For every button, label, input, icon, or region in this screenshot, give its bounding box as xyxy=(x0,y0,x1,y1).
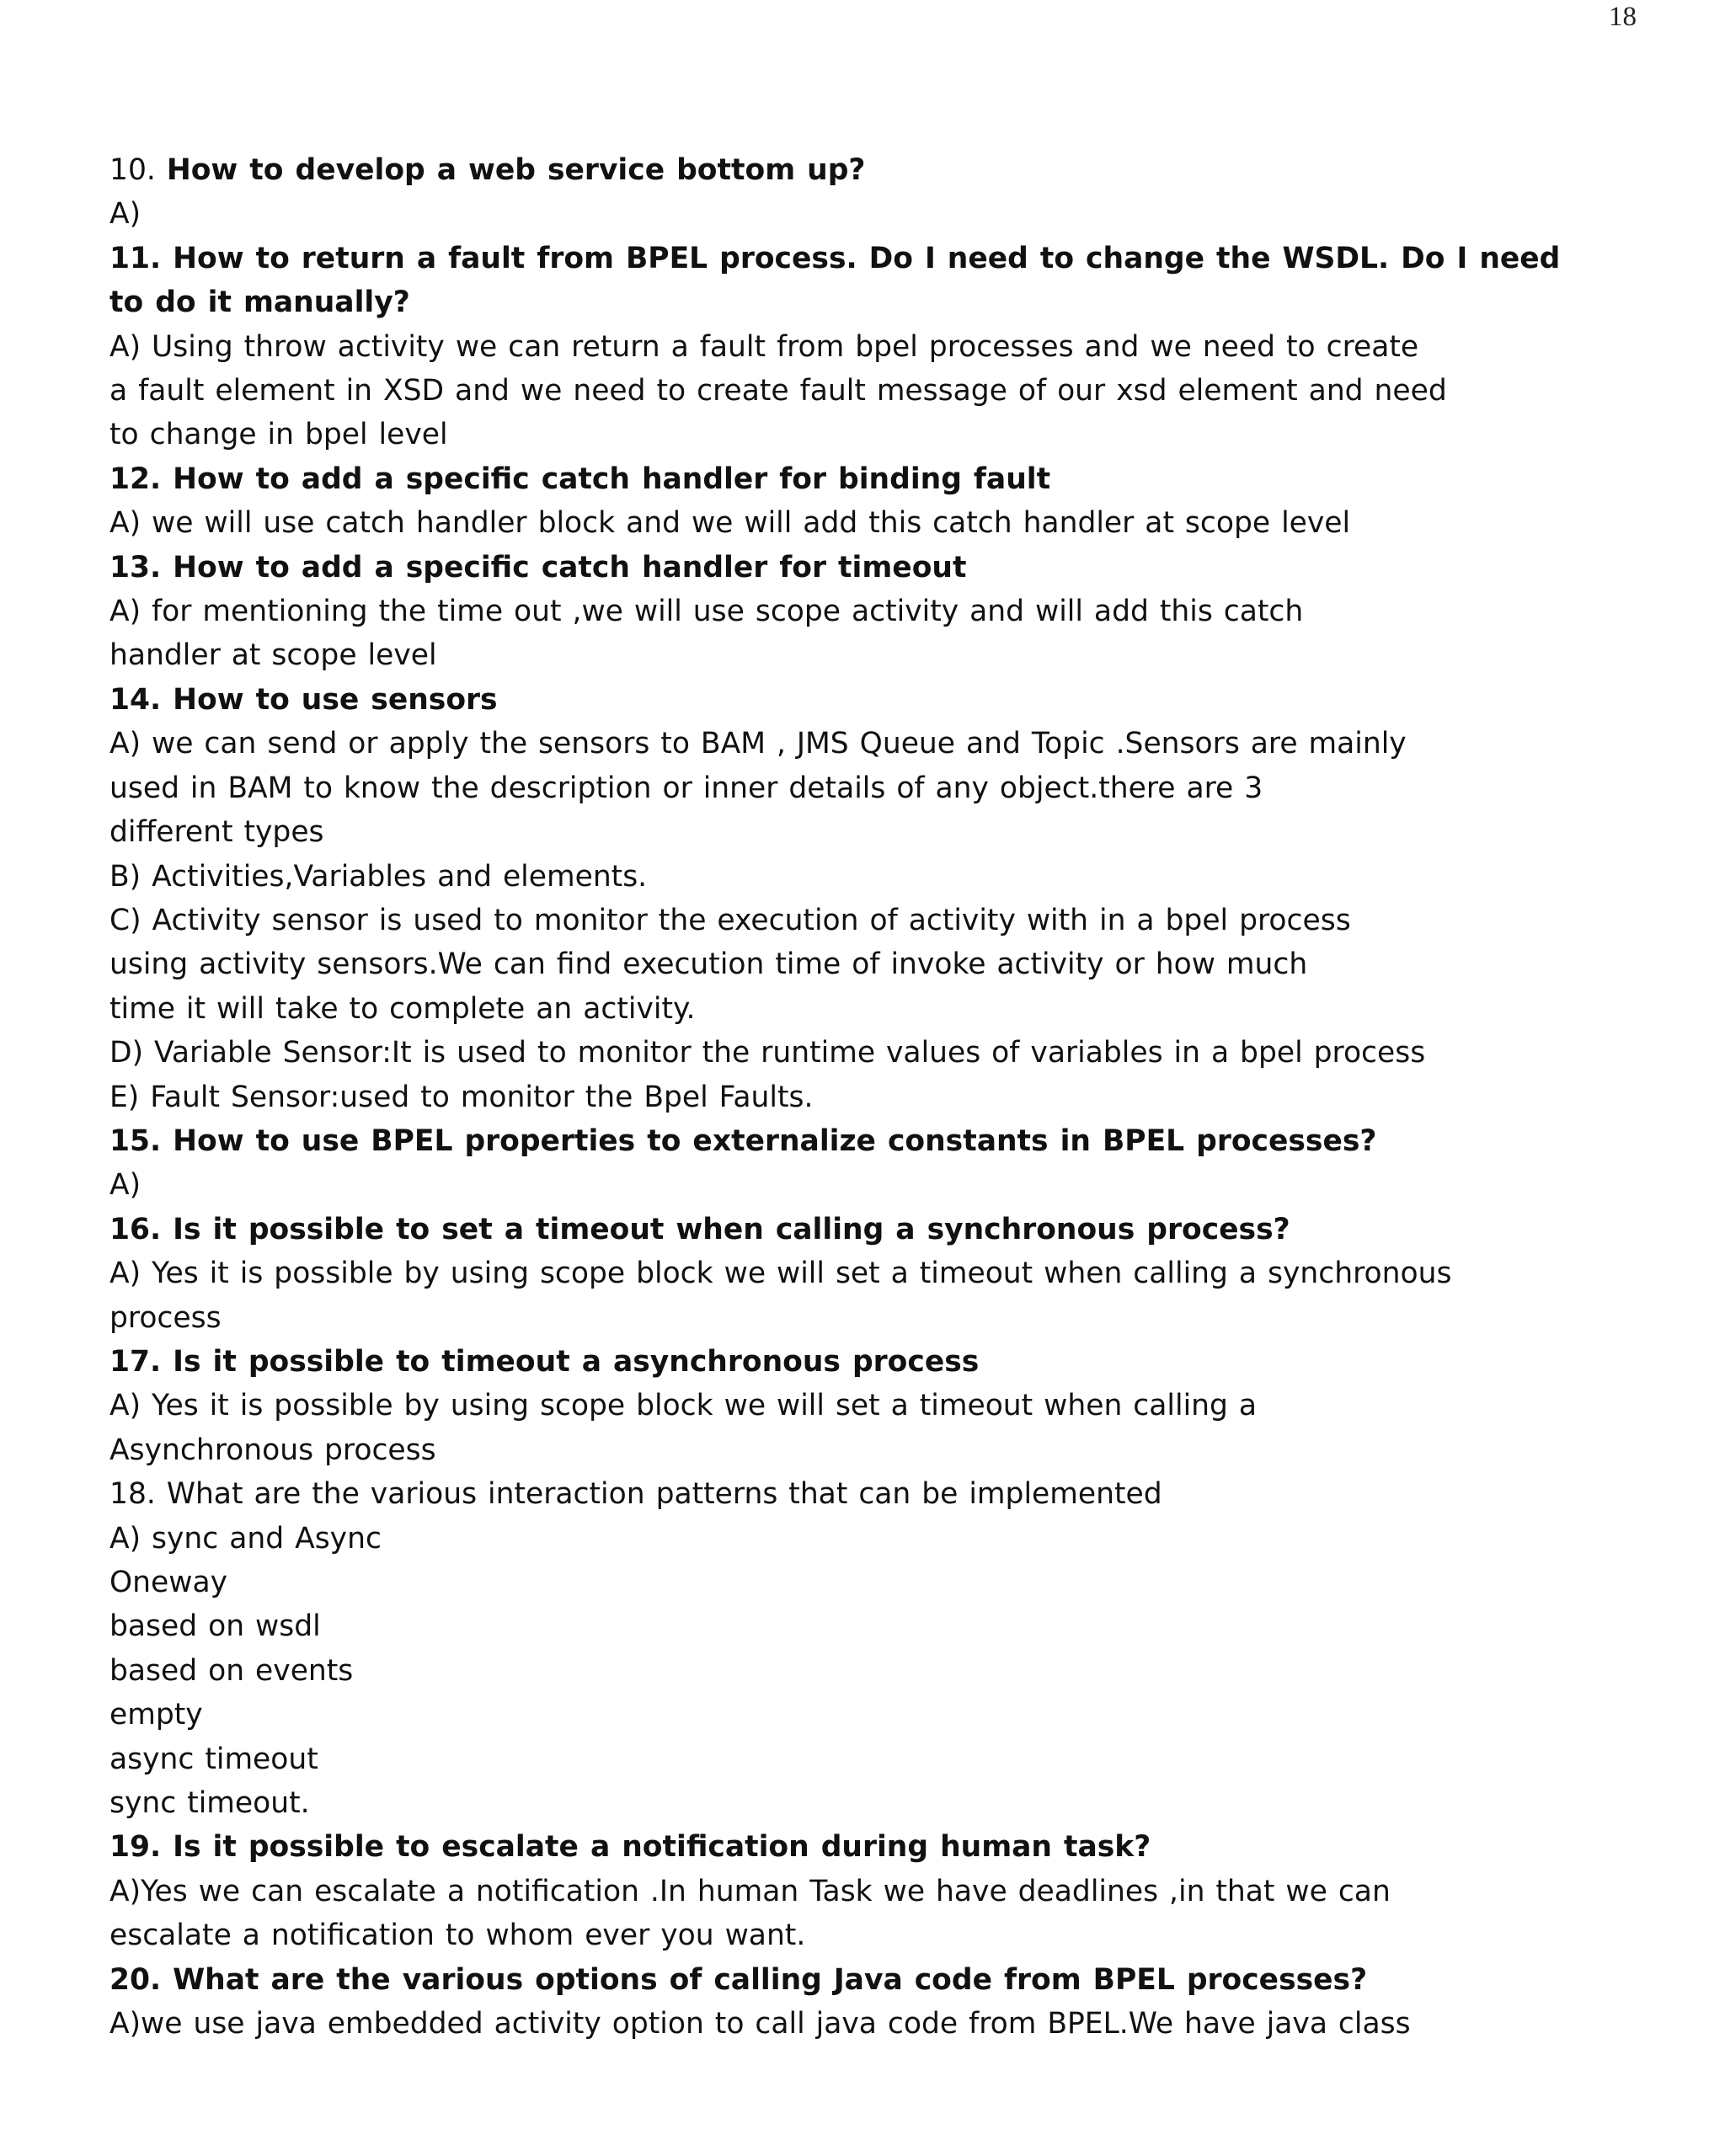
question-line xyxy=(109,1958,1659,2002)
line-text: empty xyxy=(109,1698,203,1732)
line-text: A) we can send or apply the sensors to BAM , JMS Queue and Topic .Sensors are mainly xyxy=(109,727,1407,761)
question-line xyxy=(109,280,1659,324)
text-line xyxy=(109,855,1659,899)
text-line xyxy=(109,1693,1659,1737)
line-text: async timeout xyxy=(109,1742,318,1776)
line-text: time it will take to complete an activity. xyxy=(109,991,696,1026)
question-text: 14. How to use sensors xyxy=(109,682,498,717)
text-line xyxy=(109,1384,1659,1428)
line-text: using activity sensors.We can find execution time of invoke activity or how much xyxy=(109,947,1308,982)
line-text: A) Using throw activity we can return a fault from bpel processes and we need to create xyxy=(109,329,1419,364)
line-text: A)we use java embedded activity option to call java code from BPEL.We have java class xyxy=(109,2007,1411,2041)
text-line xyxy=(109,148,1659,192)
text-line xyxy=(109,192,1659,236)
text-line xyxy=(109,369,1659,413)
line-text: different types xyxy=(109,815,324,850)
question-text: 13. How to add a specific catch handler for timeout xyxy=(109,550,967,584)
line-text: handler at scope level xyxy=(109,638,437,673)
text-line xyxy=(109,413,1659,456)
text-line xyxy=(109,722,1659,766)
text-line xyxy=(109,501,1659,545)
text-line xyxy=(109,1031,1659,1075)
question-line xyxy=(109,457,1659,501)
text-line xyxy=(109,1870,1659,1913)
question-text: 19. Is it possible to escalate a notification during human task? xyxy=(109,1830,1151,1865)
text-line xyxy=(109,810,1659,854)
line-text: A) Yes it is possible by using scope block we will set a timeout when calling a synchronous xyxy=(109,1257,1452,1291)
question-line xyxy=(109,546,1659,590)
line-text: a fault element in XSD and we need to create fault message of our xsd element and need xyxy=(109,374,1447,408)
page-number: 18 xyxy=(1609,2,1637,32)
line-text: A) xyxy=(109,1168,142,1203)
text-line xyxy=(109,1737,1659,1781)
text-line xyxy=(109,942,1659,986)
line-text: to change in bpel level xyxy=(109,418,448,452)
text-line xyxy=(109,1561,1659,1604)
question-text: 16. Is it possible to set a timeout when calling a synchronous process? xyxy=(109,1212,1290,1246)
question-line xyxy=(109,1340,1659,1384)
question-text: 17. Is it possible to timeout a asynchronous process xyxy=(109,1344,980,1379)
line-text: A)Yes we can escalate a notification .In human Task we have deadlines ,in that we can xyxy=(109,1874,1391,1908)
question-line xyxy=(109,1119,1659,1163)
text-line xyxy=(109,1163,1659,1207)
line-text: based on events xyxy=(109,1653,354,1688)
line-text: B) Activities,Variables and elements. xyxy=(109,859,648,894)
question-line xyxy=(109,1208,1659,1251)
line-text: A) we will use catch handler block and we will add this catch handler at scope level xyxy=(109,506,1351,541)
line-text: 18. What are the various interaction patterns that can be implemented xyxy=(109,1477,1162,1512)
question-text: 12. How to add a specific catch handler for binding fault xyxy=(109,462,1051,496)
line-text: A) for mentioning the time out ,we will use scope activity and will add this catch xyxy=(109,595,1304,629)
line-text: C) Activity sensor is used to monitor the execution of activity with in a bpel process xyxy=(109,903,1351,937)
line-text: Oneway xyxy=(109,1566,228,1599)
question-line xyxy=(109,1825,1659,1869)
text-line xyxy=(109,325,1659,369)
line-text: A) sync and Async xyxy=(109,1521,382,1556)
document-body xyxy=(109,148,1659,2046)
line-text: Asynchronous process xyxy=(109,1433,436,1467)
text-line xyxy=(109,987,1659,1031)
text-line xyxy=(109,633,1659,677)
question-text: 11. How to return a fault from BPEL process. Do I need to change the WSDL. Do I need xyxy=(109,241,1561,275)
text-line xyxy=(109,766,1659,810)
text-line xyxy=(109,1075,1659,1119)
question-text: How to develop a web service bottom up? xyxy=(166,153,866,187)
line-text: 10. xyxy=(109,153,167,187)
text-line xyxy=(109,590,1659,633)
text-line xyxy=(109,1604,1659,1648)
text-line xyxy=(109,1428,1659,1472)
line-text: E) Fault Sensor:used to monitor the Bpel Faults. xyxy=(109,1080,814,1114)
text-line xyxy=(109,1296,1659,1340)
line-text: escalate a notification to whom ever you want. xyxy=(109,1919,806,1953)
question-text: 20. What are the various options of calling Java code from BPEL processes? xyxy=(109,1962,1368,1997)
question-line xyxy=(109,237,1659,280)
line-text: D) Variable Sensor:It is used to monitor the runtime values of variables in a bpel process xyxy=(109,1036,1426,1070)
line-text: sync timeout. xyxy=(109,1786,310,1821)
text-line xyxy=(109,899,1659,942)
line-text: process xyxy=(109,1300,222,1335)
question-text: 15. How to use BPEL properties to externalize constants in BPEL processes? xyxy=(109,1123,1377,1158)
text-line xyxy=(109,1913,1659,1957)
text-line xyxy=(109,2002,1659,2046)
text-line xyxy=(109,1472,1659,1516)
line-text: used in BAM to know the description or inner details of any object.there are 3 xyxy=(109,771,1263,805)
text-line xyxy=(109,1781,1659,1825)
line-text: A) Yes it is possible by using scope block we will set a timeout when calling a xyxy=(109,1389,1258,1423)
line-text: A) xyxy=(109,197,142,232)
text-line xyxy=(109,1251,1659,1295)
question-line xyxy=(109,678,1659,722)
text-line xyxy=(109,1649,1659,1693)
text-line xyxy=(109,1517,1659,1561)
line-text: based on wsdl xyxy=(109,1609,321,1644)
question-text: to do it manually? xyxy=(109,286,410,320)
